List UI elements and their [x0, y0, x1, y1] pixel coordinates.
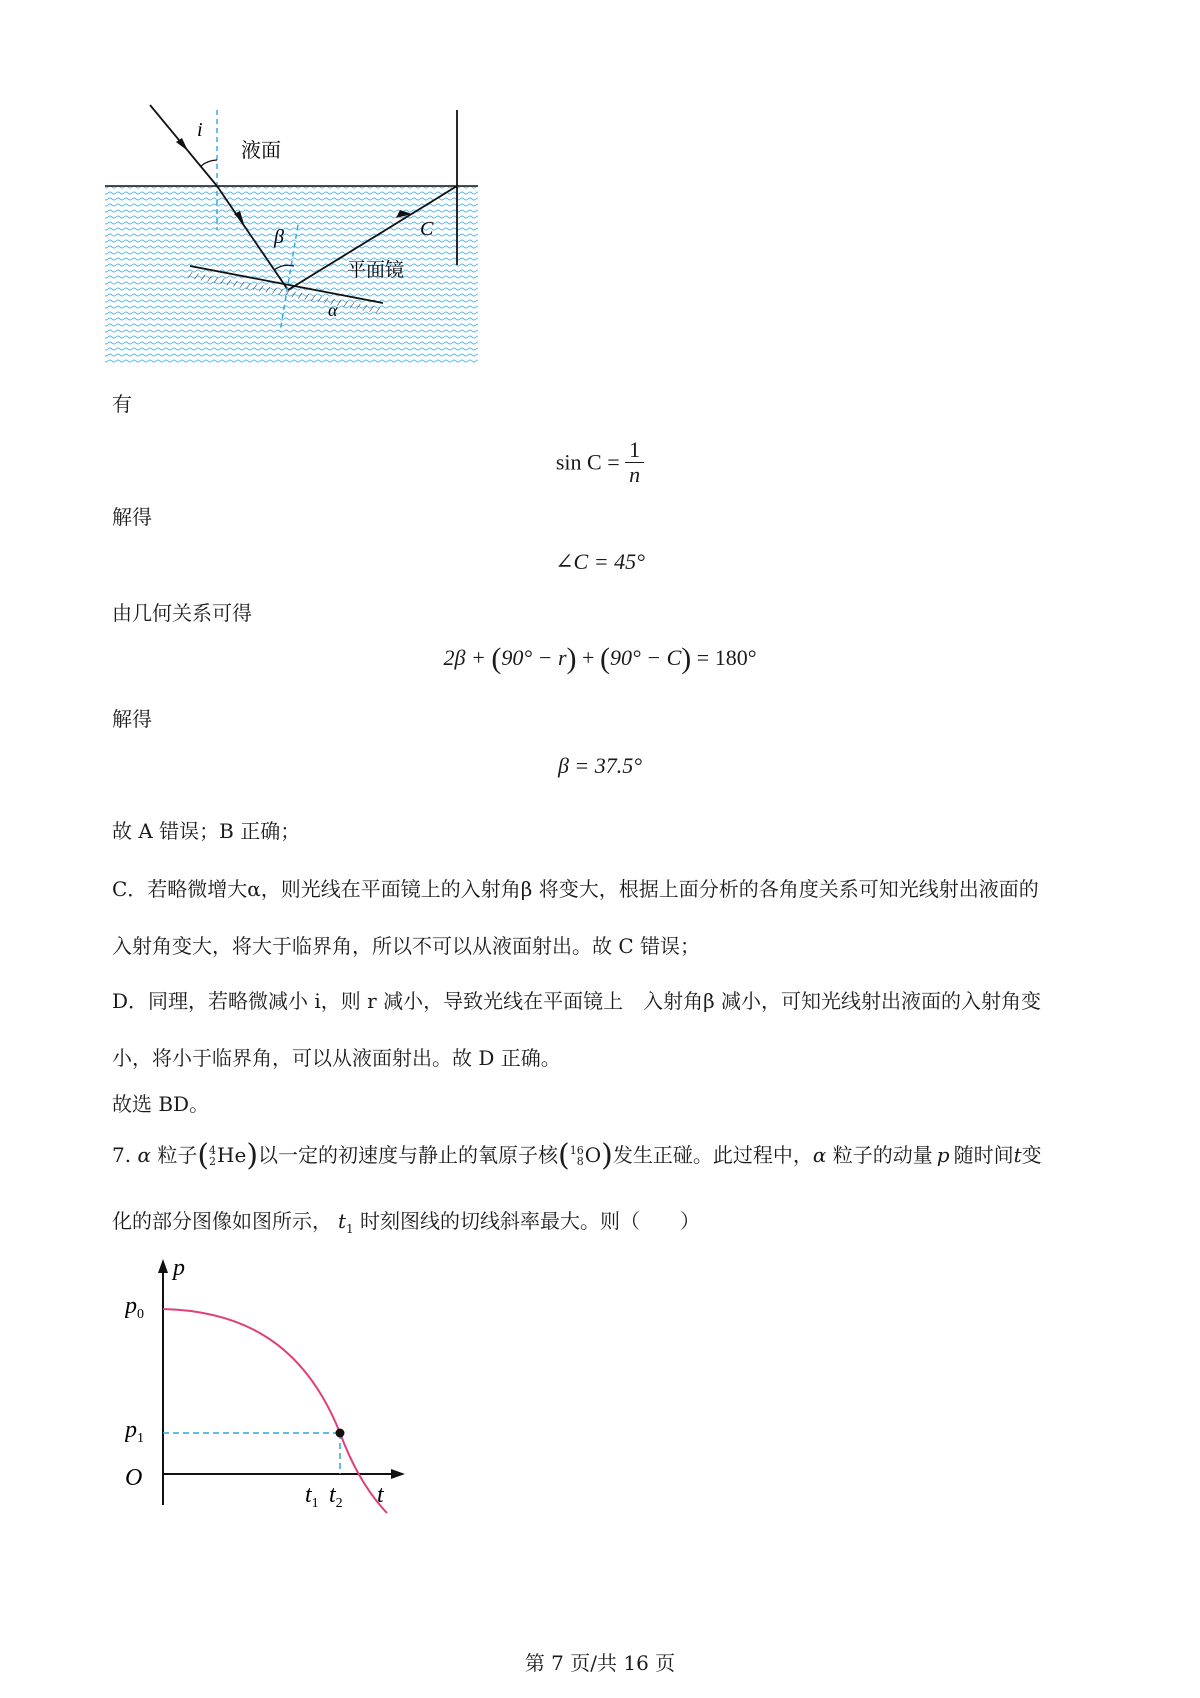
eq3-e: = 180° — [696, 645, 757, 670]
fraction-numerator: 1 — [625, 438, 644, 463]
paren-open-2: ( — [599, 642, 610, 675]
momentum-graph — [125, 1255, 415, 1515]
text-option-d-line1: D．同理，若略微减小 i，则 r 减小，导致光线在平面镜上 入射角β 减小，可知光线射出液面的入射角变 — [112, 989, 1041, 1013]
t-symbol: t — [1013, 1143, 1022, 1167]
o-nuclide-numbers — [570, 1146, 584, 1167]
label-beta: β — [274, 226, 284, 248]
eq3-d: 90° − C — [609, 645, 682, 670]
label-C: C — [420, 218, 434, 240]
q7-text-3: 发生正碰。此过程中， — [612, 1143, 813, 1167]
q7-text-6: 变 — [1021, 1143, 1042, 1167]
t2-subscript: 2 — [335, 1496, 343, 1511]
q7-text-5: 随时间 — [953, 1143, 1014, 1167]
paren-open-he: ( — [197, 1138, 210, 1173]
alpha-symbol-2: α — [812, 1143, 827, 1167]
fraction — [625, 438, 644, 487]
text-option-d-line2: 小，将小于临界角，可以从液面射出。故 D 正确。 — [112, 1046, 561, 1070]
paren-close-2: ) — [681, 642, 692, 675]
o-mass: 16 — [569, 1144, 584, 1158]
t1-graph-subscript: 1 — [311, 1496, 319, 1511]
alpha-symbol: α — [137, 1143, 151, 1167]
optics-figure — [100, 100, 530, 370]
paren-close-o: ) — [601, 1138, 613, 1173]
text-geometry: 由几何关系可得 — [112, 601, 252, 625]
origin-label: O — [125, 1465, 143, 1491]
q7-line2-b: 时刻图线的切线斜率最大。则（ ） — [360, 1209, 701, 1233]
q7-line2-a: 化的部分图像如图所示， — [112, 1209, 332, 1233]
label-i: i — [197, 119, 203, 141]
equation-geometry — [0, 642, 1200, 676]
q7-text-4: 粒子的动量 — [832, 1143, 933, 1167]
paren-open: ( — [491, 642, 502, 675]
p1-letter: p — [125, 1417, 137, 1443]
t1-subscript: 1 — [346, 1222, 354, 1236]
momentum-curve — [163, 1309, 387, 1513]
o-charge: 8 — [576, 1154, 584, 1168]
label-surface: 液面 — [241, 138, 281, 162]
text-solve-2: 解得 — [112, 707, 152, 731]
fraction-denominator: n — [629, 462, 641, 488]
p-symbol: p — [936, 1143, 950, 1167]
y-axis-label: p — [173, 1255, 185, 1281]
t1-letter: t — [305, 1482, 312, 1508]
he-charge: 2 — [209, 1154, 217, 1168]
page-footer: 第 7 页/共 16 页 — [524, 1651, 676, 1675]
text-you: 有 — [112, 392, 132, 416]
p1-label — [125, 1417, 144, 1446]
t2-label — [329, 1482, 343, 1511]
angle-i-arc — [201, 160, 217, 166]
eq3-c: + — [582, 645, 595, 670]
text-option-c-line1: C．若略微增大α，则光线在平面镜上的入射角β 将变大，根据上面分析的各角度关系可知光线射出液面的 — [112, 877, 1039, 901]
equation-sinC — [0, 438, 1200, 487]
q7-text-1: 粒子 — [157, 1143, 198, 1167]
inflection-point — [336, 1429, 345, 1438]
t1-label — [305, 1482, 319, 1511]
paren-close: ) — [566, 642, 577, 675]
question-7-line2 — [112, 1205, 700, 1236]
equation-sinC-lhs: sin C = — [555, 449, 620, 475]
p0-letter: p — [125, 1293, 137, 1319]
equation-angleC: ∠C = 45° — [555, 549, 645, 574]
paren-close-he: ) — [246, 1138, 259, 1173]
he-symbol: He — [217, 1143, 247, 1167]
label-alpha: α — [328, 300, 338, 320]
question-number: 7. — [112, 1143, 132, 1167]
eq3-b: 90° − r — [501, 645, 567, 670]
q7-text-2: 以一定的初速度与静止的氧原子核 — [258, 1143, 559, 1167]
question-7-line1 — [112, 1138, 1042, 1173]
t2-letter: t — [329, 1482, 336, 1508]
label-mirror: 平面镜 — [347, 259, 405, 281]
t1-symbol: t — [338, 1209, 347, 1233]
text-solve-1: 解得 — [112, 505, 152, 529]
p0-label — [125, 1293, 144, 1322]
equation-beta: β = 37.5° — [557, 753, 643, 778]
y-axis-arrow — [158, 1259, 168, 1273]
eq3-a: 2β + — [443, 645, 486, 670]
paren-open-o: ( — [558, 1138, 570, 1173]
p0-subscript: 0 — [137, 1307, 144, 1322]
x-axis-label: t — [377, 1482, 384, 1508]
he-mass: 4 — [209, 1144, 217, 1158]
text-option-c-line2: 入射角变大，将大于临界角，所以不可以从液面射出。故 C 错误； — [112, 934, 701, 958]
he-nuclide-numbers — [209, 1146, 216, 1167]
p1-subscript: 1 — [137, 1431, 144, 1446]
o-symbol: O — [584, 1143, 602, 1167]
liquid-region — [105, 186, 478, 364]
x-axis-arrow — [391, 1469, 405, 1479]
text-conclusion-ab: 故 A 错误；B 正确； — [112, 819, 301, 843]
text-choose: 故选 BD。 — [112, 1092, 210, 1116]
